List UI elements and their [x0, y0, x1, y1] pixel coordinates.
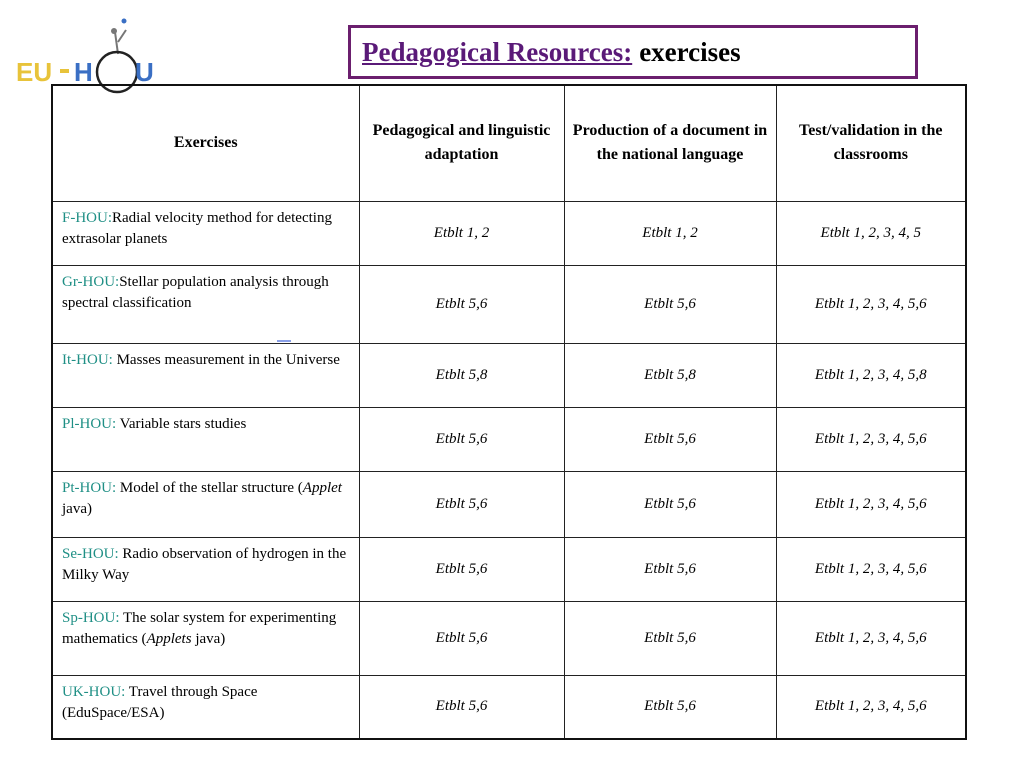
exercise-cell — [52, 265, 359, 343]
pedagogical-adaptation-cell: Etblt 5,6 — [359, 675, 564, 739]
logo-eu-text: EU — [16, 57, 53, 87]
exercise-description: The solar system for experimenting mathematics ( — [62, 609, 337, 647]
exercises-table — [51, 84, 967, 740]
exercise-description: Variable stars studies — [116, 415, 247, 432]
exercise-description: Radio observation of hydrogen in the Milky Way — [62, 545, 347, 583]
exercise-description: Model of the stellar structure ( — [116, 479, 303, 496]
exercise-code: F-HOU: — [62, 209, 113, 226]
page-title-box — [348, 25, 918, 79]
test-validation-cell: Etblt 1, 2, 3, 4, 5 — [776, 201, 966, 265]
exercise-cell — [52, 343, 359, 407]
production-document-cell: Etblt 5,6 — [564, 537, 776, 601]
table-row — [52, 343, 966, 407]
exercise-code: UK-HOU: — [62, 683, 126, 700]
pedagogical-adaptation-cell: Etblt 5,6 — [359, 537, 564, 601]
exercise-description: Travel through Space (EduSpace/ESA) — [62, 683, 258, 721]
table-row — [52, 407, 966, 471]
test-validation-cell: Etblt 1, 2, 3, 4, 5,6 — [776, 471, 966, 537]
table-row — [52, 201, 966, 265]
pedagogical-adaptation-cell: Etblt 5,6 — [359, 407, 564, 471]
production-document-cell: Etblt 5,6 — [564, 407, 776, 471]
exercise-cell — [52, 537, 359, 601]
header-pedagogical-adaptation: Pedagogical and linguistic adaptation — [359, 85, 564, 201]
header-production-document: Production of a document in the national language — [564, 85, 776, 201]
exercise-cell — [52, 601, 359, 675]
exercise-cell — [52, 675, 359, 739]
table-row — [52, 675, 966, 739]
pedagogical-adaptation-cell: Etblt 5,8 — [359, 343, 564, 407]
exercise-cell — [52, 201, 359, 265]
test-validation-cell: Etblt 1, 2, 3, 4, 5,6 — [776, 407, 966, 471]
exercise-code: Sp-HOU: — [62, 609, 120, 626]
production-document-cell: Etblt 1, 2 — [564, 201, 776, 265]
exercise-description: Stellar population analysis through spectral classification — [62, 273, 329, 311]
pedagogical-adaptation-cell: Etblt 5,6 — [359, 601, 564, 675]
exercise-cell — [52, 471, 359, 537]
page-title-underlined: Pedagogical Resources: — [362, 36, 633, 67]
table-row — [52, 471, 966, 537]
table-row — [52, 537, 966, 601]
production-document-cell: Etblt 5,6 — [564, 601, 776, 675]
table-row — [52, 601, 966, 675]
logo-u-text: U — [135, 57, 154, 87]
test-validation-cell: Etblt 1, 2, 3, 4, 5,8 — [776, 343, 966, 407]
exercise-description-italic: Applets — [146, 630, 192, 647]
table-row — [52, 265, 966, 343]
test-validation-cell: Etblt 1, 2, 3, 4, 5,6 — [776, 601, 966, 675]
logo-h-text: H — [74, 57, 93, 87]
table-header-row — [52, 85, 966, 201]
exercise-code: It-HOU: — [62, 351, 113, 368]
exercise-code: Gr-HOU: — [62, 273, 120, 290]
pedagogical-adaptation-cell: Etblt 5,6 — [359, 471, 564, 537]
production-document-cell: Etblt 5,6 — [564, 471, 776, 537]
stray-mark — [277, 340, 291, 342]
production-document-cell: Etblt 5,6 — [564, 675, 776, 739]
test-validation-cell: Etblt 1, 2, 3, 4, 5,6 — [776, 537, 966, 601]
test-validation-cell: Etblt 1, 2, 3, 4, 5,6 — [776, 675, 966, 739]
page-title-rest: exercises — [639, 36, 741, 67]
exercise-description-suffix: java) — [62, 500, 92, 517]
exercise-code: Pt-HOU: — [62, 479, 117, 496]
exercise-cell — [52, 407, 359, 471]
production-document-cell: Etblt 5,6 — [564, 265, 776, 343]
exercise-description-suffix: java) — [191, 630, 226, 647]
exercise-code: Pl-HOU: — [62, 415, 117, 432]
test-validation-cell: Etblt 1, 2, 3, 4, 5,6 — [776, 265, 966, 343]
star-icon — [122, 19, 127, 24]
header-test-validation: Test/validation in the classrooms — [776, 85, 966, 201]
exercise-description: Masses measurement in the Universe — [112, 351, 340, 368]
production-document-cell: Etblt 5,8 — [564, 343, 776, 407]
exercise-description: Radial velocity method for detecting extrasolar planets — [62, 209, 332, 247]
exercise-code: Se-HOU: — [62, 545, 119, 562]
header-exercises: Exercises — [52, 85, 359, 201]
pedagogical-adaptation-cell: Etblt 1, 2 — [359, 201, 564, 265]
pedagogical-adaptation-cell: Etblt 5,6 — [359, 265, 564, 343]
exercise-description-italic: Applet — [302, 479, 342, 496]
